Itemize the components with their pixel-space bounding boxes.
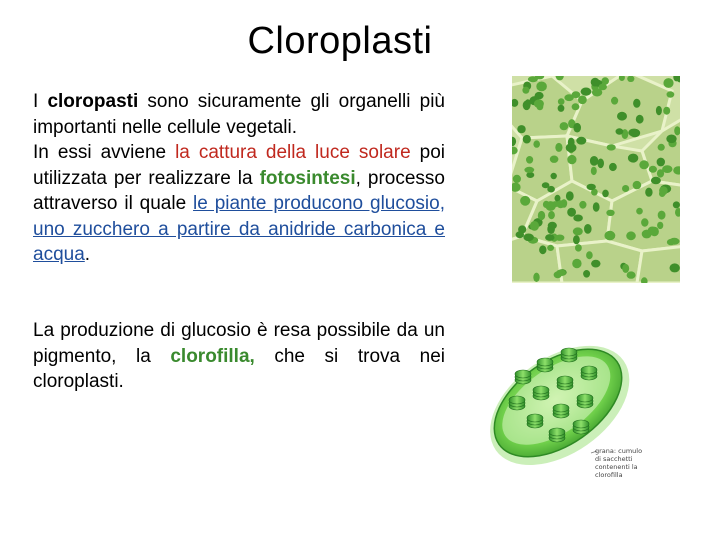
- chloroplast-dot: [581, 88, 592, 96]
- chloroplast-dot: [520, 196, 530, 206]
- granum-disc: [573, 420, 589, 428]
- text-span: In essi avviene: [33, 142, 176, 163]
- chloroplast-dot: [591, 260, 600, 268]
- chloroplast-dot: [523, 135, 531, 144]
- chloroplast-dot: [575, 244, 582, 251]
- chloroplast-micrograph: [512, 76, 680, 283]
- chloroplast-dot: [639, 160, 649, 169]
- chloroplast-dot: [558, 98, 565, 105]
- chloroplast-dot: [605, 231, 616, 241]
- chloroplast-dot: [659, 186, 668, 195]
- granum-disc: [557, 376, 573, 384]
- chloroplast-dot: [564, 94, 573, 101]
- chloroplast-dot: [543, 201, 550, 208]
- chloroplast-dot: [669, 238, 680, 245]
- chloroplast-dot: [633, 99, 640, 108]
- chloroplast-dot: [573, 235, 580, 244]
- paragraph-chloroplasts: [33, 89, 445, 268]
- chloroplast-dot: [523, 234, 534, 242]
- chloroplast-dot: [616, 128, 624, 134]
- chloroplast-dot: [597, 159, 604, 169]
- chloroplast-dot: [633, 181, 642, 189]
- chloroplast-dot: [528, 76, 538, 82]
- chloroplast-dot: [548, 222, 557, 230]
- chloroplast-dot: [636, 115, 644, 124]
- chloroplast-dot: [547, 245, 554, 251]
- chloroplast-dot: [591, 167, 597, 175]
- text-span: I: [33, 91, 48, 112]
- granum-disc: [553, 404, 569, 412]
- chloroplast-dot: [602, 190, 609, 198]
- chloroplast-dot: [572, 259, 581, 268]
- chloroplast-dot: [516, 231, 524, 238]
- chloroplast-dot: [533, 140, 540, 147]
- chloroplast-dot: [513, 175, 521, 183]
- chloroplast-dot: [599, 84, 607, 91]
- chloroplast-dot: [538, 211, 545, 220]
- chloroplast-dot: [539, 245, 546, 254]
- chloroplast-dot: [673, 201, 680, 208]
- chloroplast-dot: [591, 78, 600, 87]
- chloroplast-dot: [622, 185, 629, 192]
- chloroplast-dot: [667, 91, 675, 97]
- chloroplast-dot: [611, 97, 618, 105]
- chloroplast-dot: [593, 202, 600, 212]
- granum-disc: [527, 414, 543, 422]
- chloroplast-dot: [554, 271, 562, 278]
- chloroplast-dot: [572, 103, 580, 110]
- chloroplast-dot: [545, 234, 554, 241]
- term-clorofilla: clorofilla,: [170, 345, 255, 367]
- highlight-light-capture: la cattura della luce solare: [175, 142, 411, 163]
- chloroplast-dot: [573, 215, 583, 222]
- granum-disc: [581, 366, 597, 374]
- chloroplast-dot: [627, 271, 636, 278]
- chloroplast-dot: [617, 112, 627, 121]
- granum-disc: [537, 358, 553, 366]
- chloroplast-dot: [566, 191, 574, 200]
- chloroplast-dot: [666, 135, 676, 144]
- chloroplast-dot: [573, 227, 583, 235]
- chloroplast-dot: [566, 143, 577, 152]
- chloroplast-dot: [517, 125, 525, 133]
- chloroplast-dot: [550, 156, 559, 163]
- chloroplast-dot: [658, 144, 665, 151]
- chloroplast-dot: [606, 210, 614, 216]
- text-span: .: [84, 244, 91, 265]
- chloroplast-dot: [641, 218, 648, 226]
- granum-disc: [561, 348, 577, 356]
- chloroplast-dot: [526, 156, 533, 164]
- granum-disc: [549, 428, 565, 436]
- granum-disc: [577, 394, 593, 402]
- chloroplast-dot: [663, 107, 670, 115]
- slide-title: Cloroplasti: [247, 20, 433, 62]
- chloroplast-dot: [663, 78, 673, 88]
- chloroplast-dot: [590, 156, 598, 166]
- chloroplast-dot: [579, 201, 586, 209]
- chloroplast-dot: [658, 211, 666, 220]
- chloroplast-dot: [628, 129, 639, 137]
- text-span: La produzione di glucosio è resa possibile da un pigmento, la: [33, 320, 445, 367]
- chloroplast-dot: [609, 163, 617, 171]
- chloroplast-dot: [642, 230, 652, 239]
- chloroplast-dot: [657, 158, 665, 167]
- chloroplast-dot: [560, 122, 569, 130]
- chloroplast-dot: [584, 224, 592, 234]
- chloroplast-dot: [555, 143, 562, 152]
- chloroplast-dot: [662, 165, 672, 173]
- chloroplast-dot: [567, 155, 576, 164]
- text-span: , processo attraverso il quale: [33, 167, 446, 214]
- term-fotosintesi: fotosintesi: [259, 167, 356, 189]
- text-span: sono sicuramente gli organelli più importanti nelle cellule vegetali.: [33, 91, 445, 138]
- term-cloropasti: cloropasti: [47, 91, 139, 112]
- chloroplast-dot: [534, 99, 544, 108]
- chloroplast-dot: [573, 123, 581, 133]
- granum-disc: [509, 396, 525, 404]
- text-span: poi utilizzata per realizzare la: [33, 142, 445, 189]
- chloroplast-dot: [649, 166, 657, 173]
- chloroplast-dot: [536, 82, 547, 92]
- chloroplast-dot: [551, 173, 557, 179]
- chloroplast-dot: [645, 188, 652, 197]
- chloroplast-dot: [626, 231, 636, 240]
- chloroplast-dot: [530, 221, 539, 231]
- chloroplast-dot: [601, 77, 609, 84]
- granum-disc: [533, 386, 549, 394]
- chloroplast-dot: [607, 144, 616, 150]
- chloroplast-dot: [524, 167, 534, 173]
- paragraph-chlorophyll: [33, 318, 445, 395]
- chloroplast-dot: [576, 137, 586, 145]
- chloroplast-dot: [586, 251, 593, 259]
- chloroplast-dot: [558, 105, 565, 112]
- chloroplast-dot: [657, 222, 663, 229]
- chloroplast-dot: [533, 273, 539, 282]
- chloroplast-dot: [542, 182, 550, 188]
- chloroplast-dot: [578, 96, 587, 105]
- chloroplast-dot: [651, 177, 661, 185]
- chloroplast-dot: [522, 87, 529, 94]
- chloroplast-dot: [622, 264, 629, 273]
- chloroplast-dot: [552, 201, 559, 207]
- chloroplast-dot: [636, 208, 643, 215]
- underlined-glucose-sentence[interactable]: le piante producono glucosio, uno zucchero a partire da anidride carbonica e acqua: [33, 193, 445, 265]
- chloroplast-dot: [587, 184, 596, 190]
- chloroplast-dot: [548, 211, 555, 219]
- chloroplast-dot: [656, 106, 662, 115]
- diagram-label-grana: grana: cumulo di sacchetti contenenti la clorofilla: [595, 447, 643, 479]
- chloroplast-dot: [567, 208, 576, 217]
- chloroplast-dot: [628, 154, 638, 163]
- text-span: che si trova nei cloroplasti.: [33, 345, 445, 392]
- chloroplast-dot: [670, 263, 680, 272]
- granum-disc: [515, 370, 531, 378]
- chloroplast-dot: [583, 270, 590, 278]
